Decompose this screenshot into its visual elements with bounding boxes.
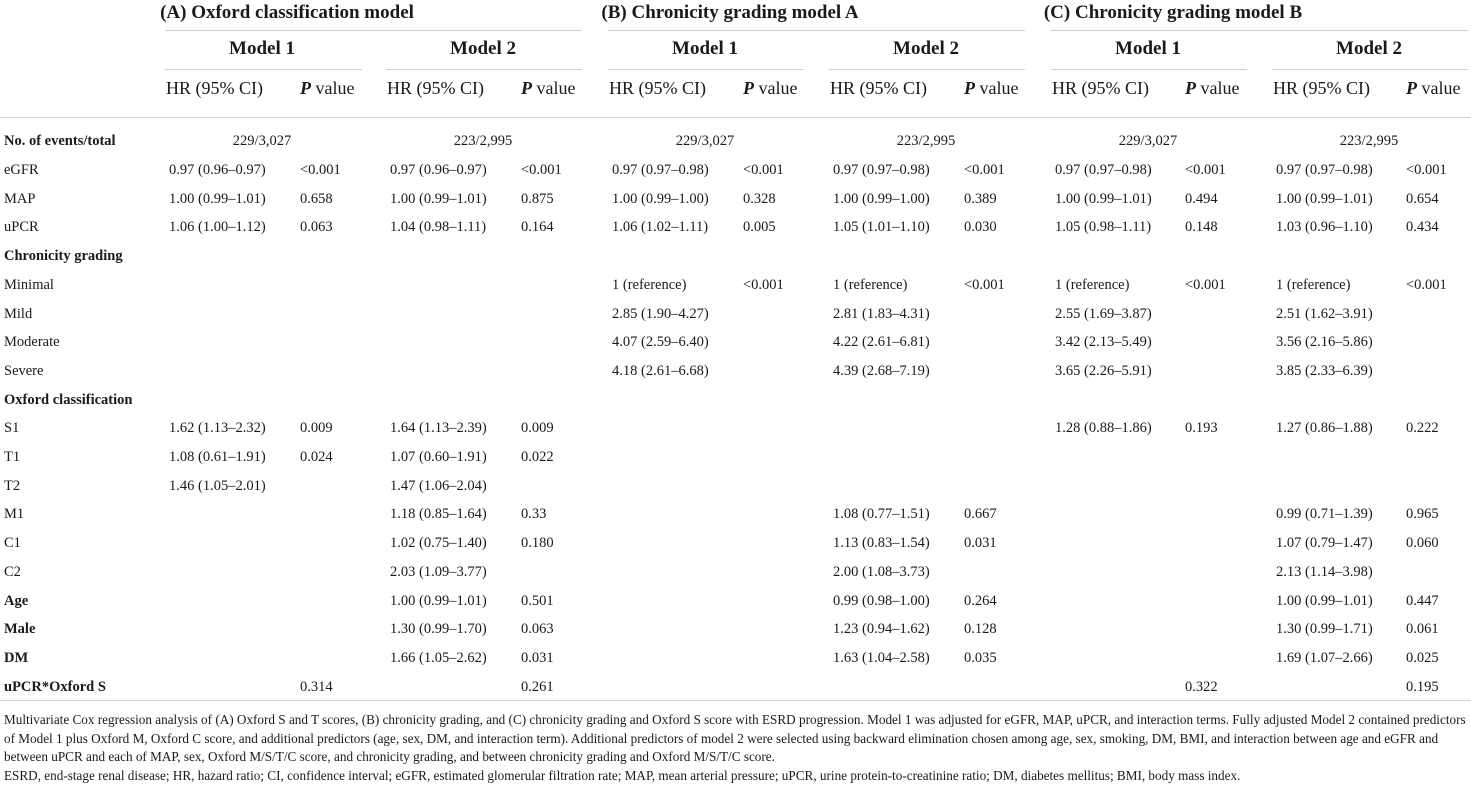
model-header: Model 2 [450,38,516,59]
p-value-cell: <0.001 [1185,276,1226,293]
group-underline [1051,30,1468,31]
row-label: M1 [4,506,25,523]
p-value-cell: 0.060 [1406,535,1439,552]
p-value-cell: 0.33 [521,506,547,523]
p-value-cell: 0.264 [964,592,997,609]
header-rule [0,117,1471,118]
p-value-column-header [300,78,354,99]
p-value-cell: <0.001 [743,276,784,293]
hr-ci-cell: 1.00 (0.99–1.00) [612,190,709,207]
p-value-cell: 0.024 [300,449,333,465]
group-underline [608,30,1025,31]
hr-ci-cell: 1.69 (1.07–2.66) [1276,649,1373,666]
hr-ci-cell: 3.42 (2.13–5.49) [1055,334,1152,351]
row-label: C2 [4,563,21,580]
p-value-cell: <0.001 [521,162,562,178]
p-value-cell: 0.322 [1185,678,1218,695]
model-underline [608,69,804,70]
hr-ci-cell: 1.64 (1.13–2.39) [390,420,487,437]
hr-ci-cell: 1.63 (1.04–2.58) [833,649,930,666]
row-label: DM [4,649,29,666]
hr-ci-cell: 0.97 (0.97–0.98) [612,162,709,178]
model-underline [1051,69,1247,70]
hr-ci-cell: 1.00 (0.99–1.01) [390,592,487,609]
hr-ci-cell: 3.85 (2.33–6.39) [1276,362,1373,379]
hr-ci-cell: 1.13 (0.83–1.54) [833,535,930,552]
p-italic: P [1185,78,1196,98]
hr-ci-cell: 2.03 (1.09–3.77) [390,563,487,580]
hr-ci-cell: 1.66 (1.05–2.62) [390,649,487,666]
p-value-column-header [964,78,1018,99]
p-value-cell: 0.031 [964,535,997,552]
group-header: (C) Chronicity grading model B [1043,2,1303,23]
hr-ci-cell: 3.56 (2.16–5.86) [1276,334,1373,351]
p-value-cell: 0.030 [964,219,997,236]
p-value-cell: 0.025 [1406,649,1439,666]
row-label-events: No. of events/total [4,133,116,149]
hr-ci-cell: 1 (reference) [612,276,687,293]
p-value-cell: 0.434 [1406,219,1439,236]
row-label: MAP [4,190,36,207]
row-label: Minimal [4,276,54,293]
p-value-cell: 0.022 [521,449,554,465]
model-header: Model 1 [229,38,295,59]
hr-ci-cell: 1.06 (1.02–1.11) [612,219,709,236]
p-value-cell: 0.654 [1406,190,1439,207]
row-label: C1 [4,535,21,552]
hr-ci-cell: 1.08 (0.61–1.91) [169,449,266,465]
row-label: Male [4,621,36,638]
p-value-cell: 0.328 [743,190,776,207]
group-underline [165,30,582,31]
row-label: eGFR [4,162,39,178]
p-value-word: value [758,78,798,98]
hr-ci-cell: 1.05 (1.01–1.10) [833,219,930,236]
p-value-cell: 0.494 [1185,190,1218,207]
hr-ci-cell: 1.28 (0.88–1.86) [1055,420,1152,437]
p-value-cell: 0.128 [964,621,997,638]
hr-ci-cell: 1.05 (0.98–1.11) [1055,219,1152,236]
hr-column-header: HR (95% CI) [609,78,706,98]
p-value-word: value [979,78,1019,98]
hr-ci-cell: 2.81 (1.83–4.31) [833,305,930,322]
footnote-abbreviations: ESRD, end-stage renal disease; HR, hazard ratio; CI, confidence interval; eGFR, estimated glomerular filtration rate; MAP, mean arterial pressure; uPCR, urine protein-to-creatinine ratio; DM, diabetes mellitus; BMI, body mass index. [4,767,1241,783]
events-total-cell: 229/3,027 [675,133,735,149]
hr-ci-cell: 1.00 (0.99–1.01) [1055,190,1152,207]
hr-ci-cell: 1.06 (1.00–1.12) [169,219,266,236]
p-value-word: value [315,78,355,98]
footnote-methods: Multivariate Cox regression analysis of (A) Oxford S and T scores, (B) chronicity grading, and (C) chronicity grading and Oxford S score with ESRD progression. Model 1 was adjusted for eGFR, MAP, uPCR, and interaction terms. Fully adjusted Model 2 contained predictors of Model 1 plus Oxford M, Oxford C score, and additional predictors (age, sex, DM, and interaction term). Additional predictors of model 2 were selected using backward elimination chosen among age, sex, smoking, DM, BMI, and interaction between age and eGFR and between uPCR and each of MAP, sex, Oxford M/S/T/C score, and chronicity grading, and between chronicity grading and Oxford M/S/T/C score. [4,712,1466,765]
p-value-cell: 0.447 [1406,592,1439,609]
p-value-cell: 0.063 [521,621,554,638]
p-value-cell: 0.222 [1406,420,1439,437]
p-value-cell: 0.164 [521,219,554,236]
p-value-word: value [1200,78,1240,98]
row-label: Age [4,592,29,609]
hr-ci-cell: 1.23 (0.94–1.62) [833,621,930,638]
events-total-cell: 229/3,027 [1118,133,1178,149]
hr-ci-cell: 1.27 (0.86–1.88) [1276,420,1373,437]
hr-ci-cell: 1.07 (0.60–1.91) [390,449,487,465]
p-value-word: value [1421,78,1461,98]
p-value-cell: 0.389 [964,190,997,207]
p-value-cell: 0.658 [300,190,333,207]
p-value-cell: 0.195 [1406,678,1439,695]
row-label: Chronicity grading [4,248,123,265]
p-value-cell: 0.009 [300,420,333,437]
hr-ci-cell: 1.00 (0.99–1.01) [169,190,266,207]
row-label: uPCR*Oxford S [4,678,106,695]
p-italic: P [521,78,532,98]
p-value-cell: 0.261 [521,678,554,695]
p-value-word: value [536,78,576,98]
p-value-cell: 0.875 [521,190,554,207]
hr-ci-cell: 0.99 (0.71–1.39) [1276,506,1373,523]
p-value-column-header [521,78,575,99]
hr-ci-cell: 2.85 (1.90–4.27) [612,305,709,322]
p-value-cell: 0.061 [1406,621,1439,638]
hr-ci-cell: 0.97 (0.97–0.98) [833,162,930,178]
hr-ci-cell: 4.39 (2.68–7.19) [833,362,930,379]
bottom-rule [0,700,1471,701]
p-value-cell: 0.009 [521,420,554,437]
p-value-cell: <0.001 [300,162,341,178]
hr-ci-cell: 1.00 (0.99–1.00) [833,190,930,207]
hr-ci-cell: 1.00 (0.99–1.01) [390,190,487,207]
group-header: (B) Chronicity grading model A [601,2,859,23]
p-value-cell: 0.314 [300,678,333,695]
hr-ci-cell: 4.07 (2.59–6.40) [612,334,709,351]
hr-ci-cell: 1 (reference) [1276,276,1351,293]
hr-ci-cell: 0.97 (0.96–0.97) [390,162,487,178]
row-label: T1 [4,449,21,465]
events-total-cell: 223/2,995 [896,133,956,149]
hr-column-header: HR (95% CI) [1273,78,1370,98]
p-value-cell: <0.001 [964,276,1005,293]
events-total-cell: 229/3,027 [232,133,292,149]
p-value-cell: <0.001 [964,162,1005,178]
model-underline [165,69,362,70]
p-value-cell: 0.193 [1185,420,1218,437]
p-value-cell: 0.063 [300,219,333,236]
hr-ci-cell: 1.30 (0.99–1.71) [1276,621,1373,638]
p-italic: P [300,78,311,98]
hr-ci-cell: 3.65 (2.26–5.91) [1055,362,1152,379]
group-header: (A) Oxford classification model [160,2,414,23]
p-value-column-header [1185,78,1239,99]
row-label: Mild [4,305,33,322]
hr-ci-cell: 1.30 (0.99–1.70) [390,621,487,638]
p-value-cell: 0.035 [964,649,997,666]
hr-ci-cell: 1.00 (0.99–1.01) [1276,592,1373,609]
table-footnotes [4,711,1466,785]
hr-ci-cell: 1.04 (0.98–1.11) [390,219,487,236]
p-value-cell: 0.148 [1185,219,1218,236]
model-underline [1272,69,1468,70]
hr-ci-cell: 0.97 (0.97–0.98) [1055,162,1152,178]
hr-ci-cell: 1 (reference) [1055,276,1130,293]
hr-ci-cell: 1.46 (1.05–2.01) [169,477,266,494]
row-label: S1 [4,420,20,437]
model-header: Model 1 [1115,38,1181,59]
row-label: Severe [4,362,44,379]
hr-ci-cell: 2.00 (1.08–3.73) [833,563,930,580]
row-label: uPCR [4,219,39,236]
p-value-cell: 0.667 [964,506,997,523]
p-value-cell: 0.180 [521,535,554,552]
model-header: Model 2 [893,38,959,59]
hr-ci-cell: 0.97 (0.97–0.98) [1276,162,1373,178]
hr-ci-cell: 2.51 (1.62–3.91) [1276,305,1373,322]
p-italic: P [1406,78,1417,98]
model-underline [386,69,582,70]
hr-ci-cell: 1.08 (0.77–1.51) [833,506,930,523]
events-total-cell: 223/2,995 [1339,133,1399,149]
hr-column-header: HR (95% CI) [387,78,484,98]
hr-ci-cell: 1.18 (0.85–1.64) [390,506,487,523]
hr-ci-cell: 2.55 (1.69–3.87) [1055,305,1152,322]
row-label: Oxford classification [4,391,133,408]
p-value-cell: <0.001 [1406,276,1447,293]
hr-ci-cell: 4.22 (2.61–6.81) [833,334,930,351]
p-value-cell: 0.965 [1406,506,1439,523]
p-value-column-header [1406,78,1460,99]
hr-column-header: HR (95% CI) [166,78,263,98]
p-value-cell: <0.001 [743,162,784,178]
hr-column-header: HR (95% CI) [830,78,927,98]
model-header: Model 1 [672,38,738,59]
p-value-cell: 0.005 [743,219,776,236]
p-value-cell: <0.001 [1406,162,1447,178]
hr-ci-cell: 1.00 (0.99–1.01) [1276,190,1373,207]
p-value-cell: <0.001 [1185,162,1226,178]
model-header: Model 2 [1336,38,1402,59]
hr-ci-cell: 1.03 (0.96–1.10) [1276,219,1373,236]
hr-ci-cell: 1.07 (0.79–1.47) [1276,535,1373,552]
hr-ci-cell: 0.99 (0.98–1.00) [833,592,930,609]
hr-ci-cell: 1.47 (1.06–2.04) [390,477,487,494]
events-total-cell: 223/2,995 [453,133,513,149]
hr-column-header: HR (95% CI) [1052,78,1149,98]
p-value-column-header [743,78,797,99]
hr-ci-cell: 4.18 (2.61–6.68) [612,362,709,379]
p-italic: P [743,78,754,98]
hr-ci-cell: 1.02 (0.75–1.40) [390,535,487,552]
p-italic: P [964,78,975,98]
hr-ci-cell: 2.13 (1.14–3.98) [1276,563,1373,580]
row-label: Moderate [4,334,60,351]
hr-ci-cell: 0.97 (0.96–0.97) [169,162,266,178]
p-value-cell: 0.501 [521,592,554,609]
p-value-cell: 0.031 [521,649,554,666]
hr-ci-cell: 1 (reference) [833,276,908,293]
hr-ci-cell: 1.62 (1.13–2.32) [169,420,266,437]
model-underline [829,69,1025,70]
row-label: T2 [4,477,21,494]
